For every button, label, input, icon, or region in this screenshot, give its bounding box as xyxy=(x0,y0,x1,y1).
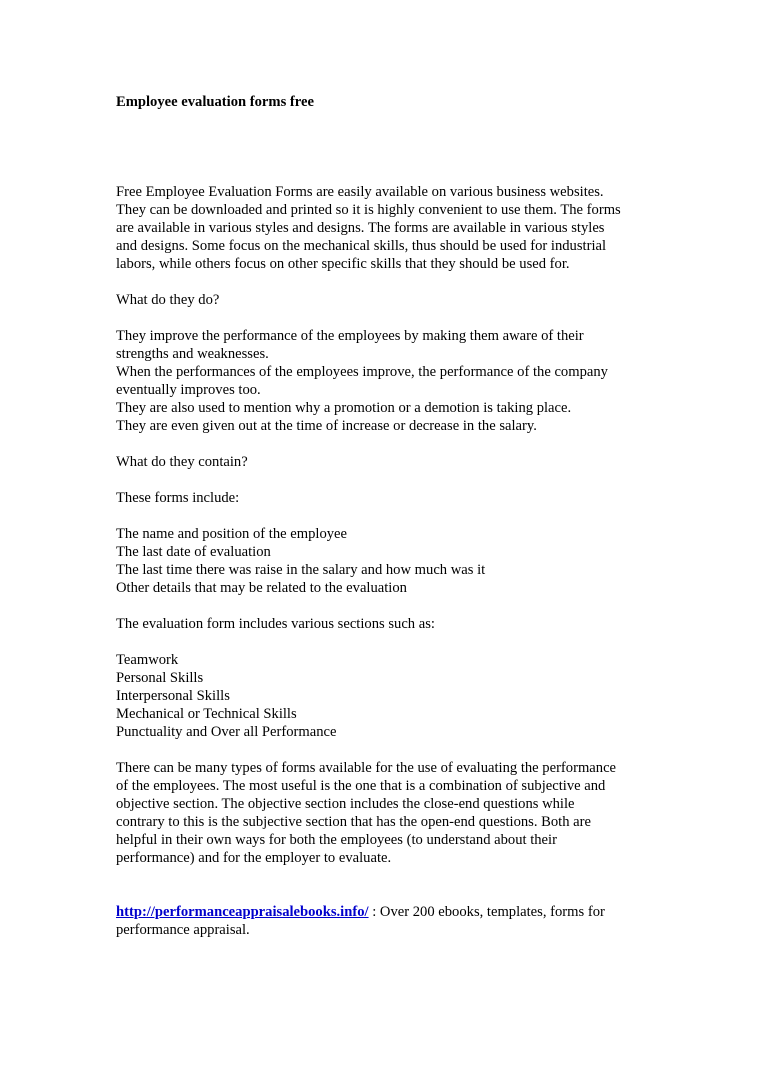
intro-line: Free Employee Evaluation Forms are easily available on various business websites. xyxy=(116,184,604,200)
question-what-do-they-contain: What do they contain? xyxy=(116,454,248,470)
footer-line-2: performance appraisal. xyxy=(116,922,250,938)
document-title: Employee evaluation forms free xyxy=(116,94,314,110)
paragraph-line: performance) and for the employer to evaluate. xyxy=(116,850,392,866)
intro-line: and designs. Some focus on the mechanical skills, thus should be used for industrial xyxy=(116,238,607,254)
intro-paragraph xyxy=(116,183,656,273)
forms-include-heading: These forms include: xyxy=(116,490,240,506)
intro-line: They can be downloaded and printed so it is highly convenient to use them. The forms xyxy=(116,202,621,218)
paragraph-line: strengths and weaknesses. xyxy=(116,346,269,362)
paragraph-line: When the performances of the employees improve, the performance of the company xyxy=(116,364,608,380)
paragraph-line: of the employees. The most useful is the one that is a combination of subjective and xyxy=(116,778,606,794)
list-item: The last time there was raise in the salary and how much was it xyxy=(116,562,486,578)
spacer xyxy=(116,435,656,453)
footer-link-suffix: : Over 200 ebooks, templates, forms for xyxy=(368,904,605,920)
intro-line: are available in various styles and designs. The forms are available in various styles xyxy=(116,220,605,236)
list-item: The name and position of the employee xyxy=(116,526,347,542)
footer-paragraph xyxy=(116,903,656,939)
question-what-do-they-do: What do they do? xyxy=(116,292,220,308)
paragraph-line: contrary to this is the subjective section that has the open-end questions. Both are xyxy=(116,814,591,830)
ebooks-link[interactable]: http://performanceappraisalebooks.info/ xyxy=(116,904,369,920)
paragraph-line: They improve the performance of the employees by making them aware of their xyxy=(116,328,584,344)
what-they-do-paragraph xyxy=(116,327,656,435)
spacer xyxy=(116,507,656,525)
sections-list xyxy=(116,651,656,741)
spacer xyxy=(116,867,656,903)
document-page xyxy=(116,93,656,939)
paragraph-line: helpful in their own ways for both the employees (to understand about their xyxy=(116,832,557,848)
list-item: Teamwork xyxy=(116,652,179,668)
paragraph-line: objective section. The objective section includes the close-end questions while xyxy=(116,796,575,812)
spacer xyxy=(116,111,656,183)
list-item: Mechanical or Technical Skills xyxy=(116,706,297,722)
sections-intro: The evaluation form includes various sections such as: xyxy=(116,616,435,632)
list-item: Punctuality and Over all Performance xyxy=(116,724,337,740)
paragraph-line: There can be many types of forms available for the use of evaluating the performance xyxy=(116,760,617,776)
list-item: Interpersonal Skills xyxy=(116,688,230,704)
intro-line: labors, while others focus on other specific skills that they should be used for. xyxy=(116,256,570,272)
spacer xyxy=(116,471,656,489)
include-list xyxy=(116,525,656,597)
spacer xyxy=(116,309,656,327)
paragraph-line: eventually improves too. xyxy=(116,382,261,398)
spacer xyxy=(116,633,656,651)
list-item: Other details that may be related to the evaluation xyxy=(116,580,407,596)
spacer xyxy=(116,741,656,759)
paragraph-line: They are even given out at the time of increase or decrease in the salary. xyxy=(116,418,537,434)
footer-line xyxy=(116,903,656,921)
spacer xyxy=(116,273,656,291)
list-item: Personal Skills xyxy=(116,670,204,686)
list-item: The last date of evaluation xyxy=(116,544,271,560)
paragraph-line: They are also used to mention why a promotion or a demotion is taking place. xyxy=(116,400,572,416)
types-paragraph xyxy=(116,759,656,867)
spacer xyxy=(116,597,656,615)
